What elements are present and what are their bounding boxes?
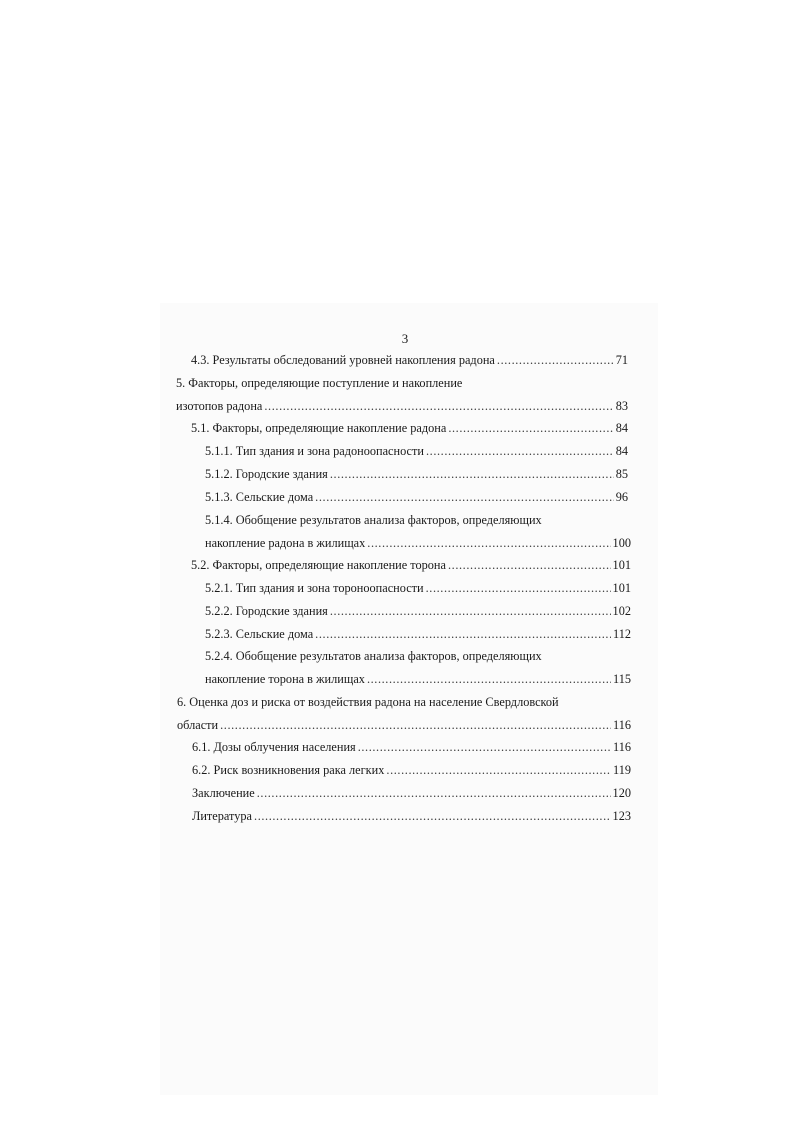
toc-entry-page: 83 — [615, 399, 628, 413]
toc-entry-references — [192, 808, 631, 825]
toc-leader-dots — [367, 671, 611, 688]
toc-entry-5-1-2 — [205, 466, 628, 483]
toc-entry-title: накопление радона в жилищах — [205, 536, 366, 550]
toc-entry-6-1 — [192, 739, 631, 756]
toc-entry-5-2 — [191, 557, 631, 574]
toc-leader-dots — [426, 443, 614, 460]
toc-entry-title: 4.3. Результаты обследований уровней накопления радона — [191, 353, 495, 367]
toc-entry-title: 5.2.1. Тип здания и зона тороноопасности — [205, 581, 424, 595]
toc-leader-dots — [330, 603, 611, 620]
toc-leader-dots — [220, 717, 611, 734]
toc-entry-title: области — [177, 718, 219, 732]
toc-entry-title: 6.2. Риск возникновения рака легких — [192, 763, 385, 777]
toc-entry-6-2 — [192, 762, 631, 779]
toc-entry-page: 101 — [612, 558, 631, 572]
toc-leader-dots — [448, 420, 613, 437]
toc-entry-5-2-1 — [205, 580, 631, 597]
toc-entry-page: 119 — [613, 763, 631, 777]
toc-entry-5-1 — [191, 420, 628, 437]
toc-entry-title: 6.1. Дозы облучения населения — [192, 740, 356, 754]
page-number: 3 — [401, 331, 409, 346]
toc-entry-page: 116 — [613, 718, 631, 732]
toc-leader-dots — [448, 557, 611, 574]
toc-entry-6 — [177, 694, 631, 711]
toc-entry-title: накопление торона в жилищах — [205, 672, 365, 686]
toc-entry-conclusion — [192, 785, 631, 802]
toc-leader-dots — [257, 785, 611, 802]
toc-entry-5-2-4 — [205, 648, 631, 665]
toc-entry-5-1-4 — [205, 512, 628, 529]
toc-leader-dots — [367, 535, 610, 552]
toc-entry-page: 84 — [615, 444, 628, 458]
toc-leader-dots — [358, 739, 611, 756]
toc-entry-title: 5.2.3. Сельские дома — [205, 627, 314, 641]
toc-leader-dots — [497, 352, 614, 369]
toc-entry-title: 5.2.4. Обобщение результатов анализа факторов, определяющих — [205, 649, 542, 663]
toc-leader-dots — [330, 466, 614, 483]
toc-entry-5-2-3 — [205, 626, 631, 643]
toc-entry-4-3 — [191, 352, 628, 369]
toc-entry-page: 71 — [615, 353, 628, 367]
toc-entry-5-1-1 — [205, 443, 628, 460]
toc-leader-dots — [264, 398, 613, 415]
toc-leader-dots — [315, 626, 611, 643]
toc-leader-dots — [386, 762, 611, 779]
toc-entry-title: 5.1. Факторы, определяющие накопление радона — [191, 421, 447, 435]
toc-entry-5-2-4-cont — [205, 671, 631, 688]
toc-entry-page: 112 — [613, 627, 631, 641]
toc-entry-title: 5.1.4. Обобщение результатов анализа факторов, определяющих — [205, 513, 542, 527]
toc-entry-page: 84 — [615, 421, 628, 435]
toc-entry-title: изотопов радона — [176, 399, 263, 413]
toc-entry-title: 5.2. Факторы, определяющие накопление торона — [191, 558, 446, 572]
toc-entry-page: 116 — [613, 740, 631, 754]
toc-leader-dots — [254, 808, 611, 825]
toc-entry-title: 5. Факторы, определяющие поступление и накопление — [176, 376, 463, 390]
toc-entry-6-cont — [177, 717, 631, 734]
toc-leader-dots — [315, 489, 614, 506]
toc-entry-5 — [176, 375, 628, 392]
toc-entry-page: 102 — [612, 604, 631, 618]
toc-leader-dots — [426, 580, 611, 597]
toc-entry-5-1-4-cont — [205, 535, 631, 552]
toc-entry-title: 5.1.1. Тип здания и зона радоноопасности — [205, 444, 424, 458]
toc-entry-page: 96 — [615, 490, 628, 504]
toc-entry-page: 101 — [612, 581, 631, 595]
toc-entry-5-1-3 — [205, 489, 628, 506]
toc-entry-5-cont — [176, 398, 628, 415]
toc-entry-title: 5.1.3. Сельские дома — [205, 490, 314, 504]
toc-entry-page: 100 — [612, 536, 631, 550]
toc-entry-title: 5.2.2. Городские здания — [205, 604, 328, 618]
toc-entry-title: Заключение — [192, 786, 255, 800]
toc-entry-page: 85 — [615, 467, 628, 481]
toc-entry-page: 115 — [613, 672, 631, 686]
toc-entry-5-2-2 — [205, 603, 631, 620]
toc-entry-title: Литература — [192, 809, 253, 823]
toc-entry-page: 123 — [612, 809, 631, 823]
toc-entry-title: 6. Оценка доз и риска от воздействия радона на население Свердловской — [177, 695, 559, 709]
toc-entry-title: 5.1.2. Городские здания — [205, 467, 328, 481]
toc-entry-page: 120 — [612, 786, 631, 800]
